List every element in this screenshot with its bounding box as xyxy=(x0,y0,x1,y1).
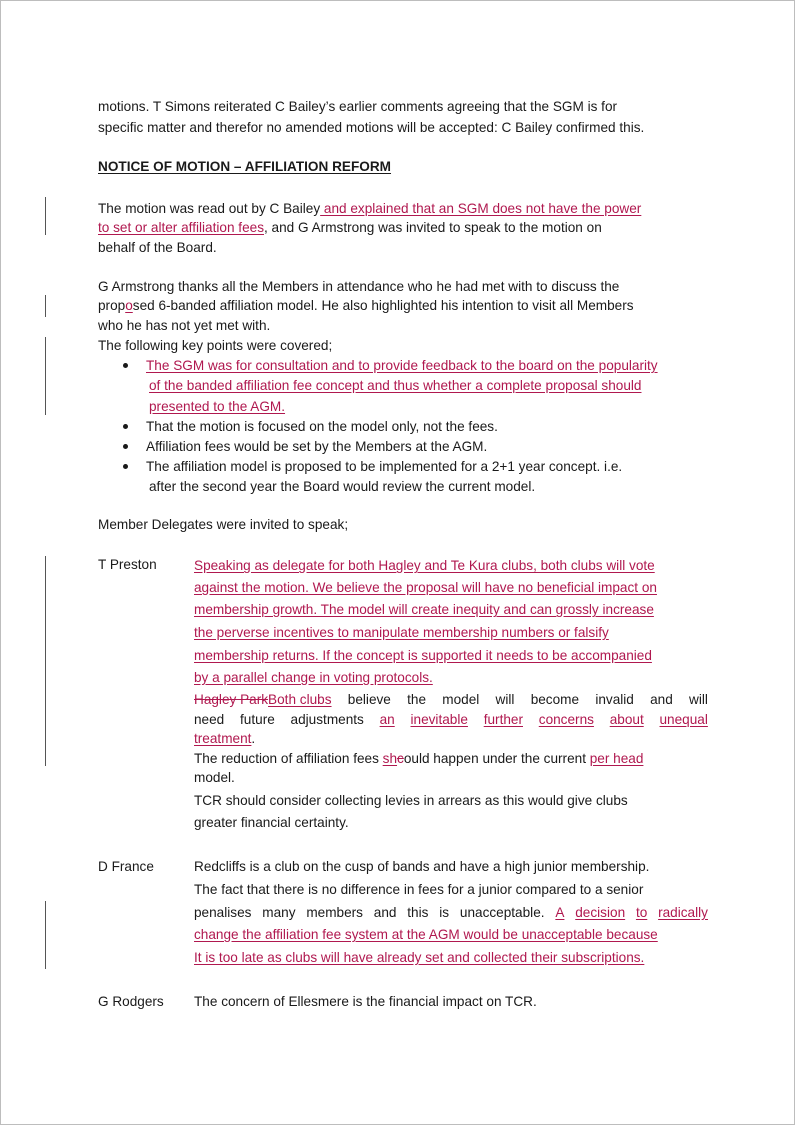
tracked-insertion: presented to the AGM. xyxy=(149,399,286,414)
tracked-insertion: It is too late as clubs will have already set and collected their subscriptions. xyxy=(194,950,645,965)
paragraph-line: The following key points were covered; xyxy=(98,338,333,353)
paragraph-line: Member Delegates were invited to speak; xyxy=(98,517,349,532)
paragraph-line: The reduction of affiliation fees shcould happen under the current per head xyxy=(194,751,644,766)
paragraph-line: TCR should consider collecting levies in arrears as this would give clubs xyxy=(194,793,628,808)
paragraph-line: The motion was read out by C Bailey and explained that an SGM does not have the power xyxy=(98,201,642,216)
tracked-deletion: c xyxy=(397,751,404,766)
tracked-insertion: against the motion. We believe the proposal will have no beneficial impact on xyxy=(194,580,657,595)
change-bar xyxy=(45,901,46,969)
paragraph-line: Hagley ParkBoth clubs believe the model will become invalid and will xyxy=(194,692,708,707)
bullet-dot xyxy=(123,464,128,469)
bullet-text: The affiliation model is proposed to be implemented for a 2+1 year concept. i.e. xyxy=(146,459,623,474)
tracked-insertion: Speaking as delegate for both Hagley and Te Kura clubs, both clubs will vote xyxy=(194,558,655,573)
tracked-insertion: of the banded affiliation fee concept and thus whether a complete proposal should xyxy=(149,378,642,393)
paragraph-line: motions. T Simons reiterated C Bailey’s earlier comments agreeing that the SGM is for xyxy=(98,99,618,114)
bullet-text: Affiliation fees would be set by the Members at the AGM. xyxy=(146,439,488,454)
section-heading: NOTICE OF MOTION – AFFILIATION REFORM xyxy=(98,159,392,174)
tracked-insertion: Both clubs xyxy=(268,692,332,707)
tracked-deletion: Hagley Park xyxy=(194,692,269,707)
tracked-insertion: per head xyxy=(589,751,644,766)
tracked-insertion: to set or alter affiliation fees xyxy=(98,220,264,235)
paragraph-line: behalf of the Board. xyxy=(98,240,217,255)
change-bar xyxy=(45,295,46,317)
paragraph-line: Redcliffs is a club on the cusp of bands and have a high junior membership. xyxy=(194,859,650,874)
change-bar xyxy=(45,337,46,415)
bullet-dot xyxy=(123,444,128,449)
bullet-text: after the second year the Board would review the current model. xyxy=(149,479,536,494)
tracked-insertion: o xyxy=(125,298,133,313)
bullet-dot xyxy=(123,424,128,429)
tracked-insertion: The SGM was for consultation and to provide feedback to the board on the popularity xyxy=(146,358,658,373)
tracked-insertion: membership returns. If the concept is supported it needs to be accompanied xyxy=(194,648,652,663)
paragraph-line: need future adjustments an inevitable further concerns about unequal xyxy=(194,712,708,727)
tracked-insertion: the perverse incentives to manipulate membership numbers or falsify xyxy=(194,625,609,640)
delegate-name: T Preston xyxy=(98,557,157,572)
paragraph-line: The fact that there is no difference in fees for a junior compared to a senior xyxy=(194,882,644,897)
delegate-name: G Rodgers xyxy=(98,994,164,1009)
tracked-insertion: change the affiliation fee system at the AGM would be unacceptable because xyxy=(194,927,658,942)
change-bar xyxy=(45,556,46,766)
paragraph-line: model. xyxy=(194,770,235,785)
paragraph-line: who he has not yet met with. xyxy=(98,318,271,333)
paragraph-line: proposed 6-banded affiliation model. He also highlighted his intention to visit all Members xyxy=(98,298,634,313)
tracked-insertion: treatment xyxy=(194,731,252,746)
change-bar xyxy=(45,197,46,235)
paragraph-line: greater financial certainty. xyxy=(194,815,349,830)
bullet-dot xyxy=(123,363,128,368)
paragraph-line: treatment. xyxy=(194,731,256,746)
bullet-text: That the motion is focused on the model only, not the fees. xyxy=(146,419,498,434)
tracked-insertion: membership growth. The model will create inequity and can grossly increase xyxy=(194,602,654,617)
tracked-insertion: sh xyxy=(382,751,398,766)
paragraph-line: penalises many members and this is unacceptable. A decision to radically xyxy=(194,905,708,920)
paragraph-line: G Armstrong thanks all the Members in attendance who he had met with to discuss the xyxy=(98,279,620,294)
paragraph-line: specific matter and therefor no amended motions will be accepted: C Bailey confirmed this. xyxy=(98,120,645,135)
delegate-name: D France xyxy=(98,859,154,874)
paragraph-line: The concern of Ellesmere is the financial impact on TCR. xyxy=(194,994,537,1009)
tracked-insertion: by a parallel change in voting protocols. xyxy=(194,670,433,685)
paragraph-line: to set or alter affiliation fees, and G Armstrong was invited to speak to the motion on xyxy=(98,220,602,235)
tracked-insertion: and explained that an SGM does not have the power xyxy=(320,201,642,216)
